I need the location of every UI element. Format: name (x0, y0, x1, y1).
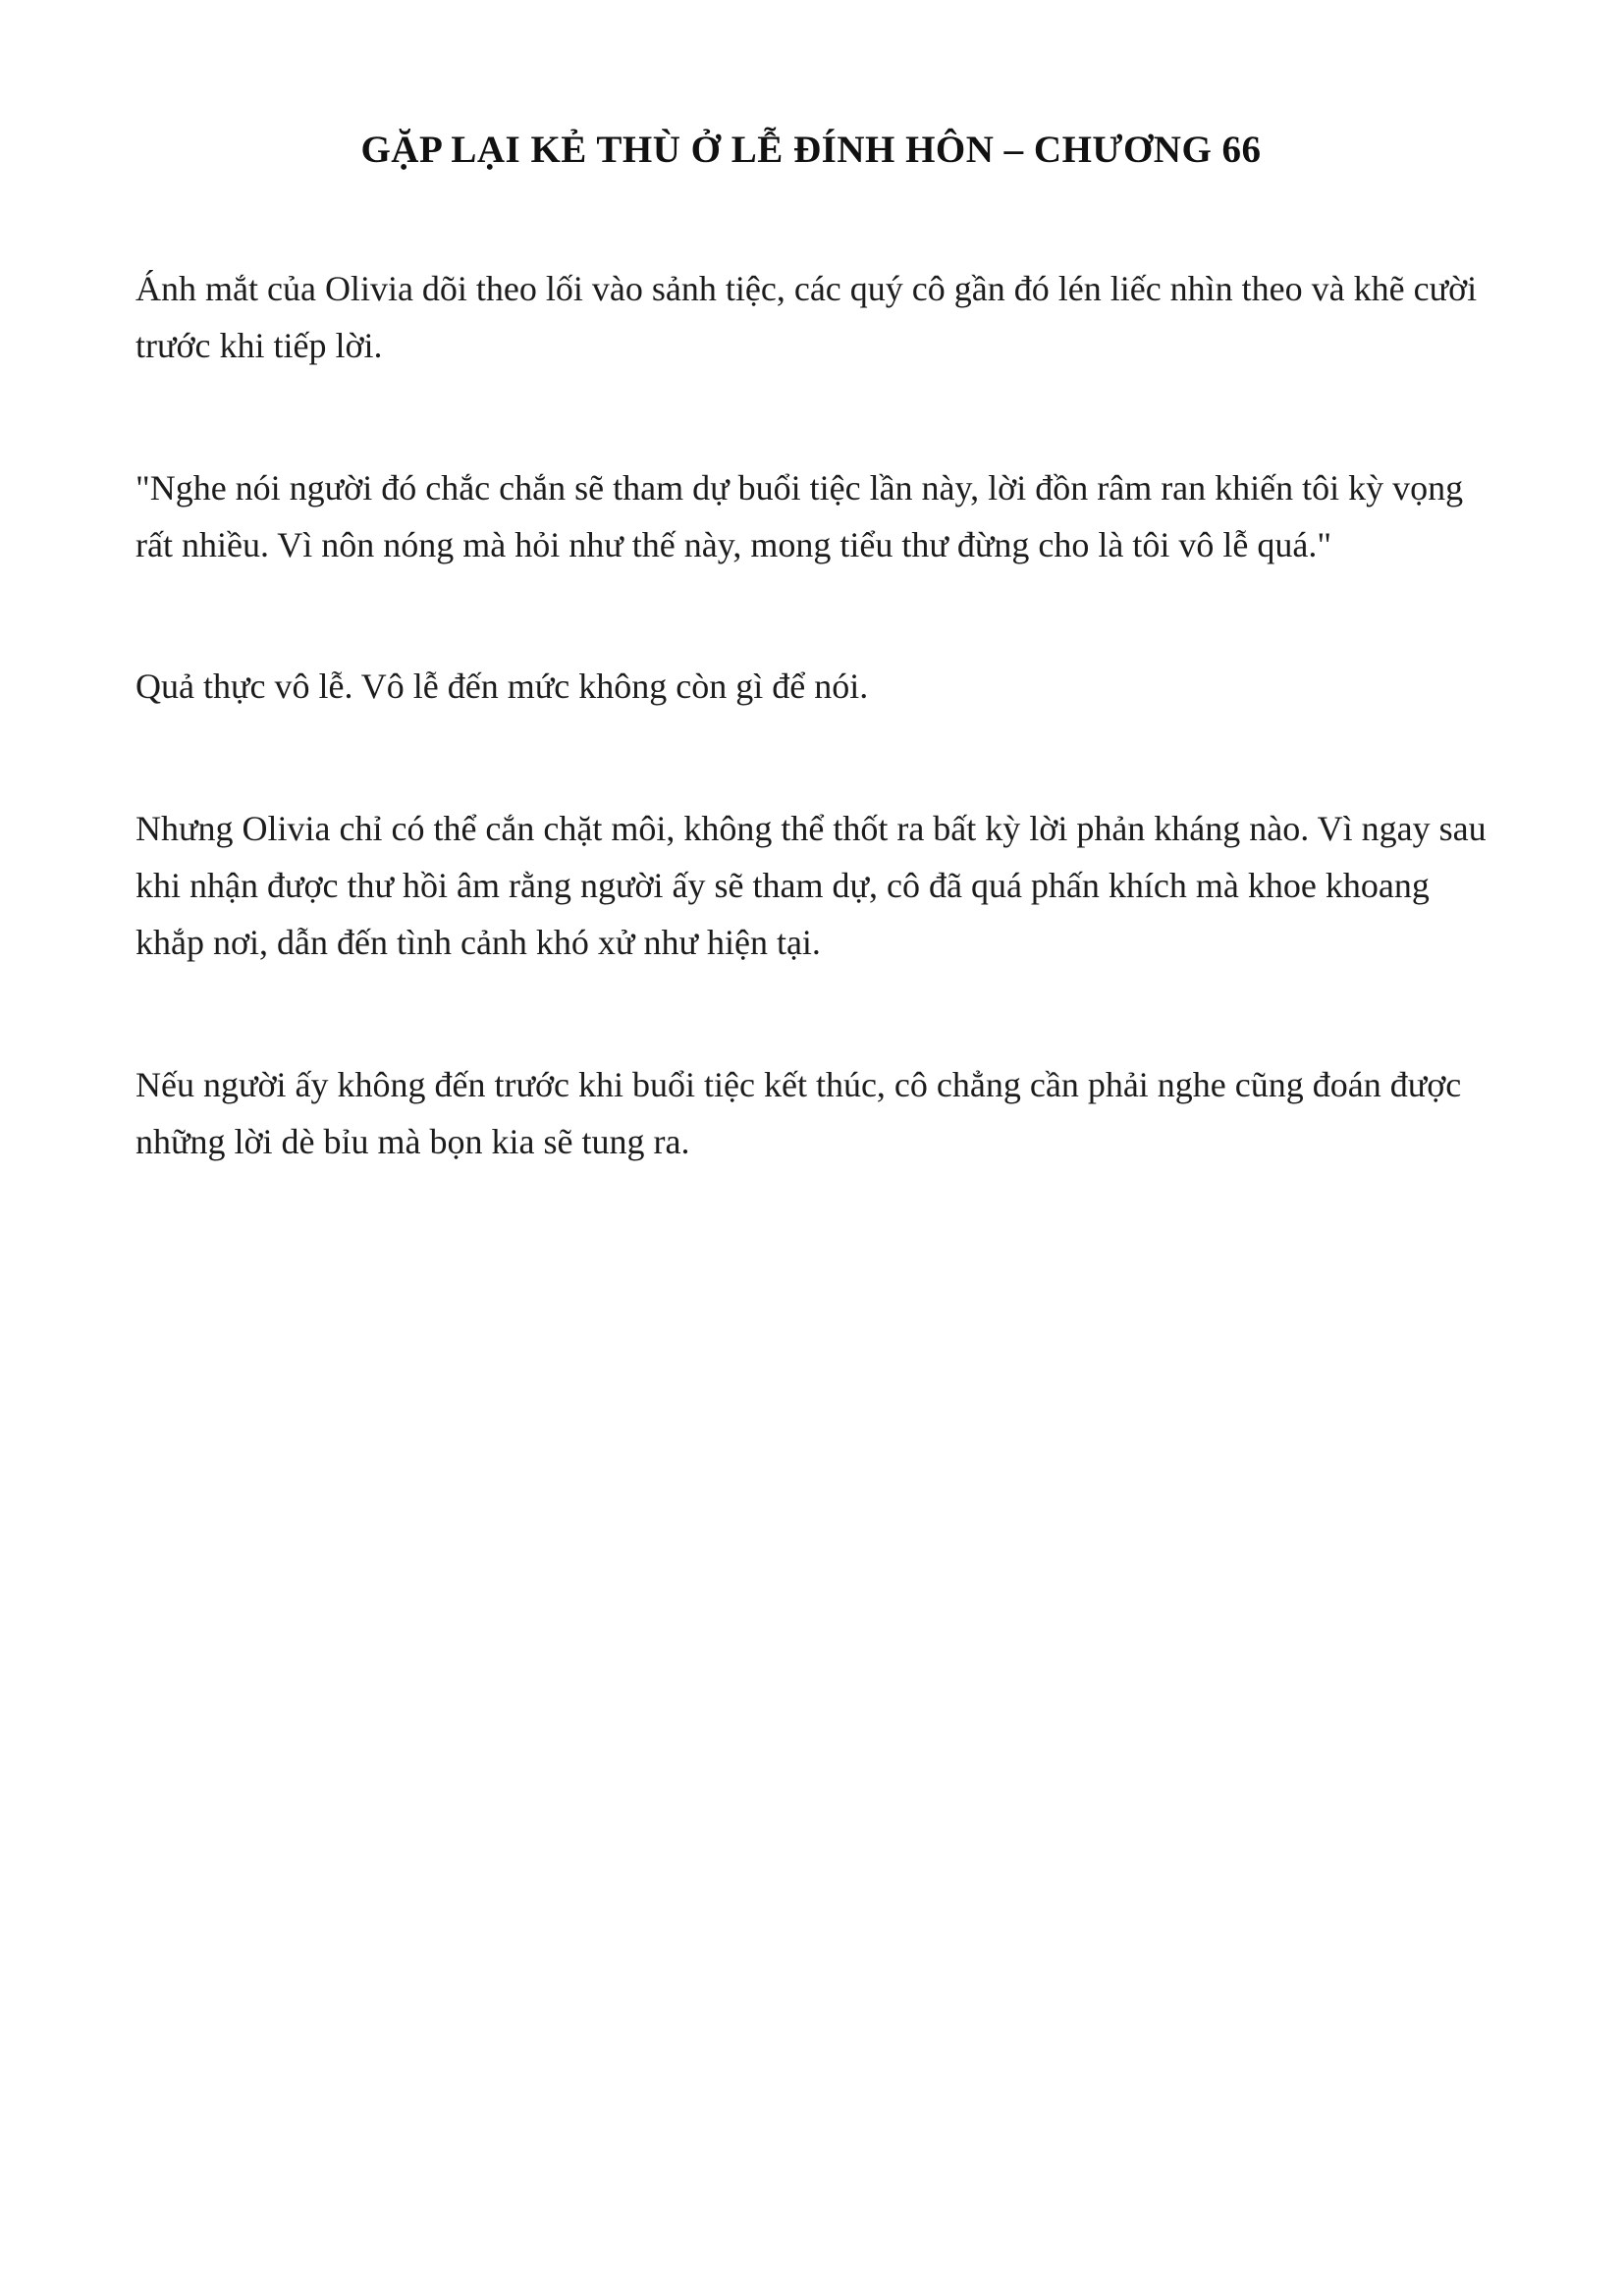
paragraph: Nếu người ấy không đến trước khi buổi tiệc kết thúc, cô chẳng cần phải nghe cũng đoán được những lời dè bỉu mà bọn kia sẽ tung ra. (135, 1064, 1462, 1161)
chapter-title: GẶP LẠI KẺ THÙ Ở LỄ ĐÍNH HÔN – CHƯƠNG 66 (360, 129, 1262, 171)
paragraph: Ánh mắt của Olivia dõi theo lối vào sảnh tiệc, các quý cô gần đó lén liếc nhìn theo và khẽ cười trước khi tiếp lời. (135, 269, 1478, 366)
paragraph: "Nghe nói người đó chắc chắn sẽ tham dự buổi tiệc lần này, lời đồn râm ran khiến tôi kỳ vọng rất nhiều. Vì nôn nóng mà hỏi như thế này, mong tiểu thư đừng cho là tôi vô lễ quá." (135, 467, 1464, 564)
paragraph: Nhưng Olivia chỉ có thể cắn chặt môi, không thể thốt ra bất kỳ lời phản kháng nào. Vì ngay sau khi nhận được thư hồi âm rằng người ấy sẽ tham dự, cô đã quá phấn khích mà khoe khoang khắp nơi, dẫn đến tình cảnh khó xử như hiện tại. (135, 808, 1487, 963)
paragraph: Quả thực vô lễ. Vô lễ đến mức không còn gì để nói. (135, 667, 869, 707)
